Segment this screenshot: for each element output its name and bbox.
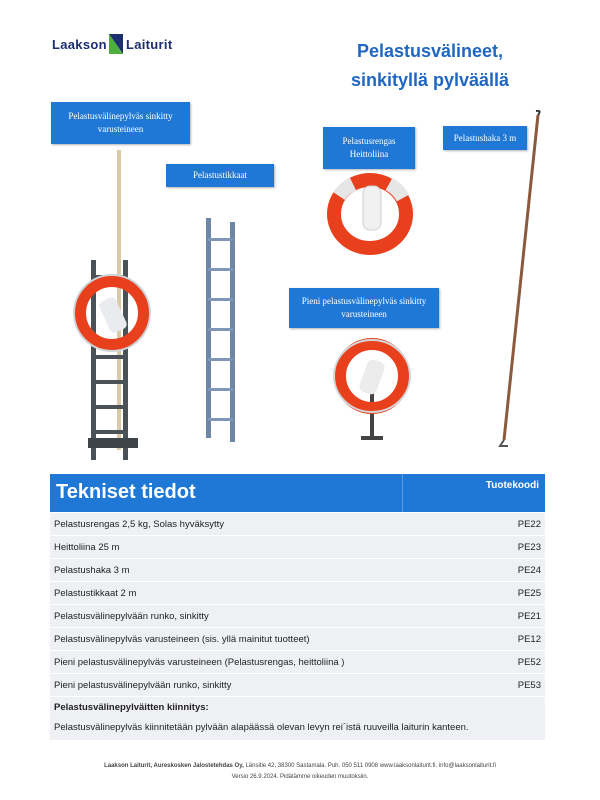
rescue-post-illustration [60,150,160,470]
footer-address: Länsitie 42, 38300 Sastamala. Puh. 050 511 0908 www.laaksonlaiturit.fi. info@laaksonlaiturit.fi [245,763,496,769]
footer-contact [0,763,600,769]
specs-code-header: Tuotekoodi [485,480,539,491]
row-name: Pelastushaka 3 m [54,564,130,576]
row-code: PE23 [517,541,541,553]
mounting-note-body: Pelastusvälinepylväs kiinnitetään pylvään alapäässä olevan levyn rei´istä ruuveilla laiturin kanteen. [54,722,469,733]
mounting-note-title: Pelastusvälinepylväitten kiinnitys: [54,701,209,713]
row-name: Heittoliina 25 m [54,541,120,553]
row-name: Pelastusvälinepylvään runko, sinkitty [54,610,209,622]
row-name: Pelastustikkaat 2 m [54,587,137,599]
row-code: PE53 [517,679,541,691]
small-rescue-post-illustration [325,330,415,442]
row-code: PE12 [517,633,541,645]
rescue-ring-illustration [325,172,415,256]
specs-title: Tekniset tiedot [56,481,196,503]
row-code: PE25 [517,587,541,599]
company-logo [52,32,192,58]
row-code: PE21 [517,610,541,622]
row-name: Pelastusrengas 2,5 kg, Solas hyväksytty [54,518,225,530]
logo-mark-icon [109,34,123,54]
table-row [50,628,545,651]
table-row [50,582,545,605]
row-code: PE22 [517,518,541,530]
row-code: PE24 [517,564,541,576]
footer-version: Versio 26.9.2024. Pidätämme oikeuden muutoksiin. [231,774,369,780]
table-row [50,651,545,674]
footer-company: Laakson Laiturit, Aureskosken Jalostetehdas Oy, [104,763,244,769]
table-row [50,536,545,559]
logo-text-part1: Laakson [52,37,107,52]
row-code: PE52 [517,656,541,668]
page-title-line1: Pelastusvälineet, [356,41,504,61]
row-name: Pieni pelastusvälinepylvään runko, sinkitty [54,679,232,691]
row-name: Pieni pelastusvälinepylväs varusteineen (Pelastusrengas, heittoliina ) [54,656,345,668]
label-post: Pelastusvälinepylväs sinkitty varusteineen [51,102,190,144]
label-ring: Pelastusrengas Heittoliina [323,127,415,169]
ladder-illustration [200,218,240,444]
table-row [50,513,545,536]
row-name: Pelastusvälinepylväs varusteineen (sis. yllä mainitut tuotteet) [54,633,310,645]
label-small-post: Pieni pelastusvälinepylväs sinkitty varusteineen [289,288,439,328]
label-ladder: Pelastustikkaat [166,164,274,187]
rescue-hook-illustration [490,110,550,450]
page-title-line2: sinkityllä pylväällä [350,70,510,90]
label-hook: Pelastushaka 3 m [443,126,527,150]
table-row [50,559,545,582]
table-row [50,605,545,628]
specs-header-divider [402,474,403,512]
table-row [50,674,545,697]
specs-table [50,513,545,740]
logo-text-part2: Laiturit [126,37,173,52]
specs-header [50,474,545,512]
